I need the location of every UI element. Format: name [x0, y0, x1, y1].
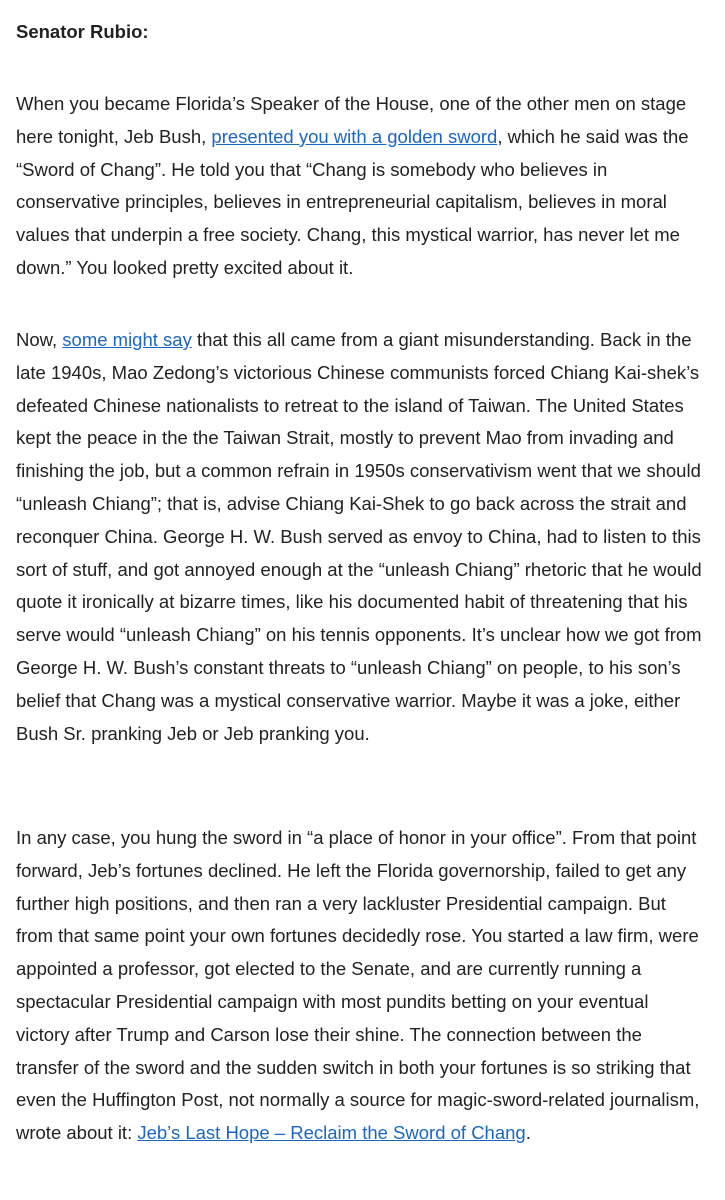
paragraph-text: In any case, you hung the sword in “a place of honor in your office”. From that point forward, Jeb’s fortunes declined. He left the Florida governorship, failed to get any further high positions, and then ran a very lackluster Presidential campaign. But from that same point your own fortunes decidedly rose. You started a law firm, were appointed a professor, got elected to the Senate, and are currently running a spectacular Presidential campaign with most pundits betting on your eventual victory after Trump and Carson lose their shine. The connection between the transfer of the sword and the sudden switch in both your fortunes is so striking that even the Huffington Post, not normally a source for magic-sword-related journalism, wrote about it: — [16, 827, 700, 1144]
paragraph-fortunes — [16, 822, 703, 1150]
link-jebs-last-hope[interactable]: Jeb’s Last Hope – Reclaim the Sword of Chang — [137, 1122, 526, 1144]
paragraph-text: When you became Florida’s Speaker of the House, one of the other men on stage here tonight, Jeb Bush, — [16, 93, 687, 147]
link-presented-golden-sword[interactable]: presented you with a golden sword — [211, 125, 498, 147]
paragraph-unleash-chiang — [16, 324, 703, 750]
salutation-heading: Senator Rubio: — [16, 21, 149, 42]
paragraph-text: , which he said was the “Sword of Chang”. He told you that “Chang is somebody who believes in conservative principles, believes in entrepreneurial capitalism, believes in moral values that underpin a free society. Chang, this mystical warrior, has never let me down.” You looked pretty excited about it. — [16, 125, 689, 278]
paragraph-text: Now, — [16, 329, 63, 350]
link-some-might-say[interactable]: some might say — [62, 329, 192, 350]
paragraph-golden-sword — [16, 88, 703, 285]
paragraph-text: . — [525, 1122, 531, 1144]
paragraph-text: that this all came from a giant misunderstanding. Back in the late 1940s, Mao Zedong’s victorious Chinese communists forced Chiang Kai-shek’s defeated Chinese nationalists to retreat to the island of Taiwan. The United States kept the peace in the the Taiwan Strait, mostly to prevent Mao from invading and finishing the job, but a common refrain in 1950s conservativism went that we should “unleash Chiang”; that is, advise Chiang Kai-Shek to go back across the strait and reconquer China. George H. W. Bush served as envoy to China, had to listen to this sort of stuff, and got annoyed enough at the “unleash Chiang” rhetoric that he would quote it ironically at bizarre times, like his documented habit of threatening that his serve would “unleash Chiang” on his tennis opponents. It’s unclear how we got from George H. W. Bush’s constant threats to “unleash Chiang” on people, to his son’s belief that Chang was a mystical conservative warrior. Maybe it was a joke, either Bush Sr. pranking Jeb or Jeb pranking you. — [16, 329, 702, 744]
